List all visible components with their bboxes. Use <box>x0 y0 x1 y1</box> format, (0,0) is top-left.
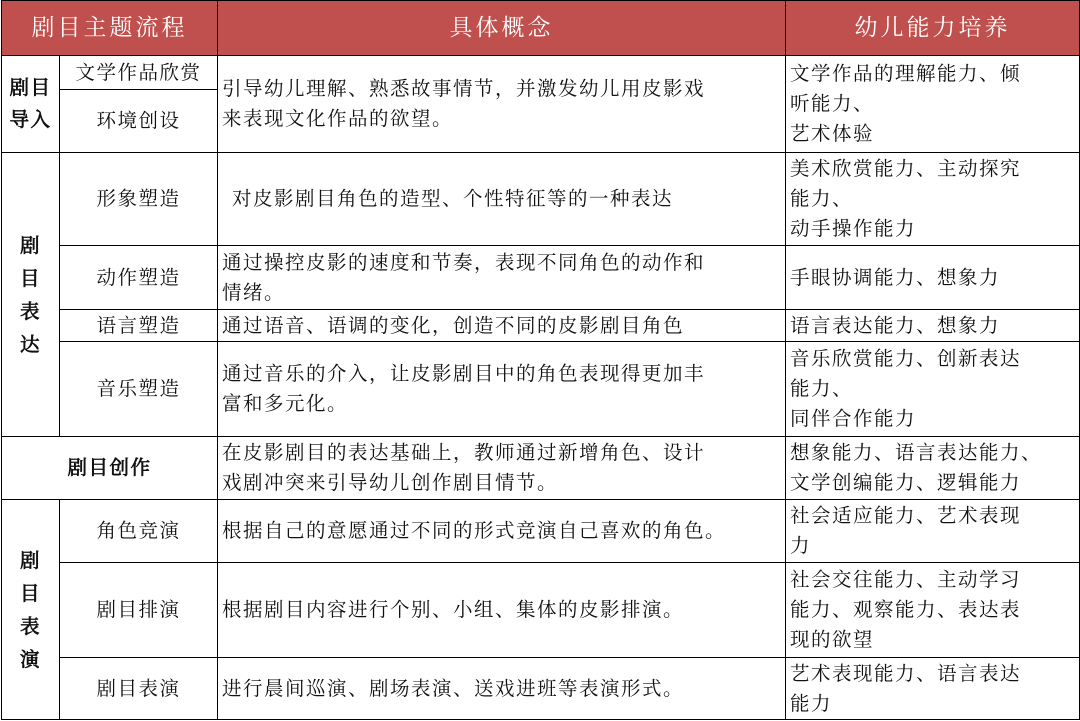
table-row <box>2 153 1080 246</box>
topic-music: 音乐塑造 <box>60 342 218 437</box>
concept-line: 根据自己的意愿通过不同的形式竞演自己喜欢的角色。 <box>222 519 727 542</box>
ability-line: 力 <box>790 534 812 557</box>
ability-line: 想象能力、语言表达能力、 <box>790 441 1043 464</box>
concept-line: 对皮影剧目角色的造型、个性特征等的一种表达 <box>232 187 674 210</box>
stage-perform-char: 表 <box>19 614 41 638</box>
ability-line: 美术欣赏能力、主动探究 <box>790 157 1022 180</box>
ability-line: 能力、 <box>790 377 854 400</box>
stage-express-char: 表 <box>19 299 41 323</box>
header-process: 剧目主题流程 <box>2 1 218 56</box>
stage-perform-char: 演 <box>19 647 41 671</box>
ability-line: 能力、 <box>790 187 854 210</box>
ability-music <box>786 342 1080 437</box>
concept-intro <box>218 56 786 153</box>
ability-line: 能力 <box>790 691 833 715</box>
ability-line: 同伴合作能力 <box>790 407 917 430</box>
ability-line: 文学作品的理解能力、倾 <box>790 62 1022 85</box>
concept-line: 在皮影剧目的表达基础上，教师通过新增角色、设计 <box>222 441 706 464</box>
ability-line: 听能力、 <box>790 92 875 115</box>
ability-line: 音乐欣赏能力、创新表达 <box>790 347 1022 370</box>
table-row <box>2 563 1080 658</box>
stage-express-char: 达 <box>19 332 41 356</box>
concept-line: 进行晨间巡演、剧场表演、送戏进班等表演形式。 <box>222 676 685 700</box>
header-row <box>2 1 1080 56</box>
concept-perform <box>218 658 786 720</box>
table-row <box>2 56 1080 90</box>
stage-perform-char: 剧 <box>19 548 41 572</box>
header-concept: 具体概念 <box>218 1 786 56</box>
table-row <box>2 342 1080 437</box>
stage-intro-line: 剧目 <box>9 76 52 99</box>
ability-line: 能力、观察能力、表达表 <box>790 598 1022 621</box>
ability-line: 动手操作能力 <box>790 217 917 240</box>
topic-language: 语言塑造 <box>60 310 218 342</box>
stage-express-char: 目 <box>19 266 41 290</box>
ability-line: 现的欲望 <box>790 628 875 651</box>
concept-music <box>218 342 786 437</box>
ability-line: 社会适应能力、艺术表现 <box>790 504 1022 527</box>
topic-literature: 文学作品欣赏 <box>60 56 218 90</box>
ability-line: 社会交往能力、主动学习 <box>790 568 1022 591</box>
concept-language <box>218 310 786 342</box>
stage-express-char: 剧 <box>19 233 41 257</box>
concept-create <box>218 437 786 500</box>
stage-perform-char: 目 <box>19 581 41 605</box>
ability-create <box>786 437 1080 500</box>
ability-intro <box>786 56 1080 153</box>
topic-environment: 环境创设 <box>60 90 218 153</box>
stage-create: 剧目创作 <box>2 437 218 500</box>
concept-line: 情绪。 <box>222 280 286 304</box>
ability-language <box>786 310 1080 342</box>
concept-image <box>218 153 786 246</box>
concept-line: 通过语音、语调的变化，创造不同的皮影剧目角色 <box>222 313 685 337</box>
concept-line: 来表现文化作品的欲望。 <box>222 107 454 130</box>
concept-action <box>218 246 786 310</box>
stage-perform <box>2 500 60 720</box>
table-row <box>2 246 1080 310</box>
concept-line: 通过音乐的介入，让皮影剧目中的角色表现得更加丰 <box>222 362 706 385</box>
ability-rehearse <box>786 563 1080 658</box>
stage-intro <box>2 56 60 153</box>
stage-express <box>2 153 60 437</box>
ability-action <box>786 246 1080 310</box>
ability-line: 艺术表现能力、语言表达 <box>790 661 1022 685</box>
stage-intro-line: 导入 <box>9 108 52 131</box>
concept-rehearse <box>218 563 786 658</box>
table-row <box>2 500 1080 563</box>
topic-compete: 角色竞演 <box>60 500 218 563</box>
concept-line: 根据剧目内容进行个别、小组、集体的皮影排演。 <box>222 598 685 621</box>
ability-perform <box>786 658 1080 720</box>
ability-image <box>786 153 1080 246</box>
topic-perform: 剧目表演 <box>60 658 218 720</box>
concept-line: 富和多元化。 <box>222 392 349 415</box>
topic-action: 动作塑造 <box>60 246 218 310</box>
topic-image: 形象塑造 <box>60 153 218 246</box>
table-row <box>2 310 1080 342</box>
ability-line: 手眼协调能力、想象力 <box>790 265 1001 289</box>
table-row <box>2 437 1080 500</box>
ability-line: 语言表达能力、想象力 <box>790 313 1001 337</box>
curriculum-table <box>1 0 1080 720</box>
ability-compete <box>786 500 1080 563</box>
ability-line: 艺术体验 <box>790 122 875 145</box>
ability-line: 文学创编能力、逻辑能力 <box>790 471 1022 494</box>
concept-line: 引导幼儿理解、熟悉故事情节，并激发幼儿用皮影戏 <box>222 77 706 100</box>
table-row <box>2 658 1080 720</box>
concept-line: 戏剧冲突来引导幼儿创作剧目情节。 <box>222 471 559 494</box>
concept-line: 通过操控皮影的速度和节奏，表现不同角色的动作和 <box>222 250 706 274</box>
concept-compete <box>218 500 786 563</box>
header-ability: 幼儿能力培养 <box>786 1 1080 56</box>
topic-rehearse: 剧目排演 <box>60 563 218 658</box>
